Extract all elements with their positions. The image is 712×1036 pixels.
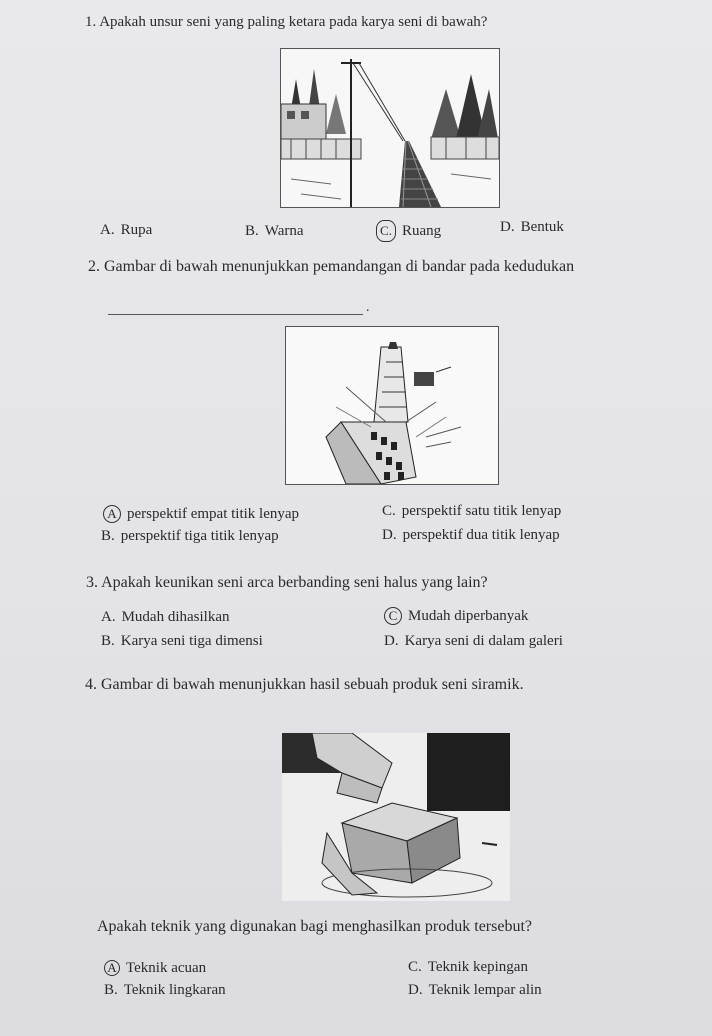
q3-option-b[interactable]: B. Karya seni tiga dimensi [101,633,263,649]
q1-option-d[interactable]: D. Bentuk [500,219,564,235]
selected-answer-mark: A [103,505,121,523]
q2-number: 2. [88,258,100,275]
answer-blank-line [108,314,363,315]
q2-stem [88,258,574,276]
q3-stem [86,574,488,592]
q3-option-d[interactable]: D. Karya seni di dalam galeri [384,633,563,649]
selected-answer-mark: A [104,960,120,976]
q1-option-a[interactable]: A. Rupa [100,222,153,238]
q4-ceramic-picture [282,733,510,901]
q3-number: 3. [86,574,98,591]
q4-stem [85,676,524,694]
q2-option-b[interactable]: B. perspektif tiga titik lenyap [101,528,279,544]
q3-option-a[interactable]: A. Mudah dihasilkan [101,609,230,625]
q4-subquestion: Apakah teknik yang digunakan bagi menghasilkan produk tersebut? [97,918,532,935]
selected-answer-mark: C [384,607,402,625]
q4-option-c[interactable]: C. Teknik kepingan [408,959,528,975]
q1-option-b[interactable]: B. Warna [245,223,304,239]
q3-text: Apakah keunikan seni arca berbanding seni halus yang lain? [101,574,488,591]
q2-option-d[interactable]: D. perspektif dua titik lenyap [382,527,560,543]
q1-number: 1. [85,14,97,30]
q4-option-b[interactable]: B. Teknik lingkaran [104,982,226,998]
q1-option-c[interactable]: C. Ruang [376,220,441,242]
q4-text: Gambar di bawah menunjukkan hasil sebuah produk seni siramik. [101,676,524,693]
q2-option-c[interactable]: C. perspektif satu titik lenyap [382,503,562,519]
q3-option-c[interactable]: C Mudah diperbanyak [384,607,528,625]
q1-railway-picture [280,48,500,208]
q1-text: Apakah unsur seni yang paling ketara pada karya seni di bawah? [99,14,488,30]
blank-period: . [366,300,370,315]
selected-answer-mark: C. [376,220,396,242]
q2-city-picture [285,326,499,485]
q2-text: Gambar di bawah menunjukkan pemandangan di bandar pada kedudukan [104,258,575,275]
q1-stem [85,14,487,31]
q4-option-d[interactable]: D. Teknik lempar alin [408,982,542,998]
q2-option-a[interactable]: A perspektif empat titik lenyap [103,505,299,523]
q4-number: 4. [85,676,97,693]
q4-option-a[interactable]: A Teknik acuan [104,960,206,977]
